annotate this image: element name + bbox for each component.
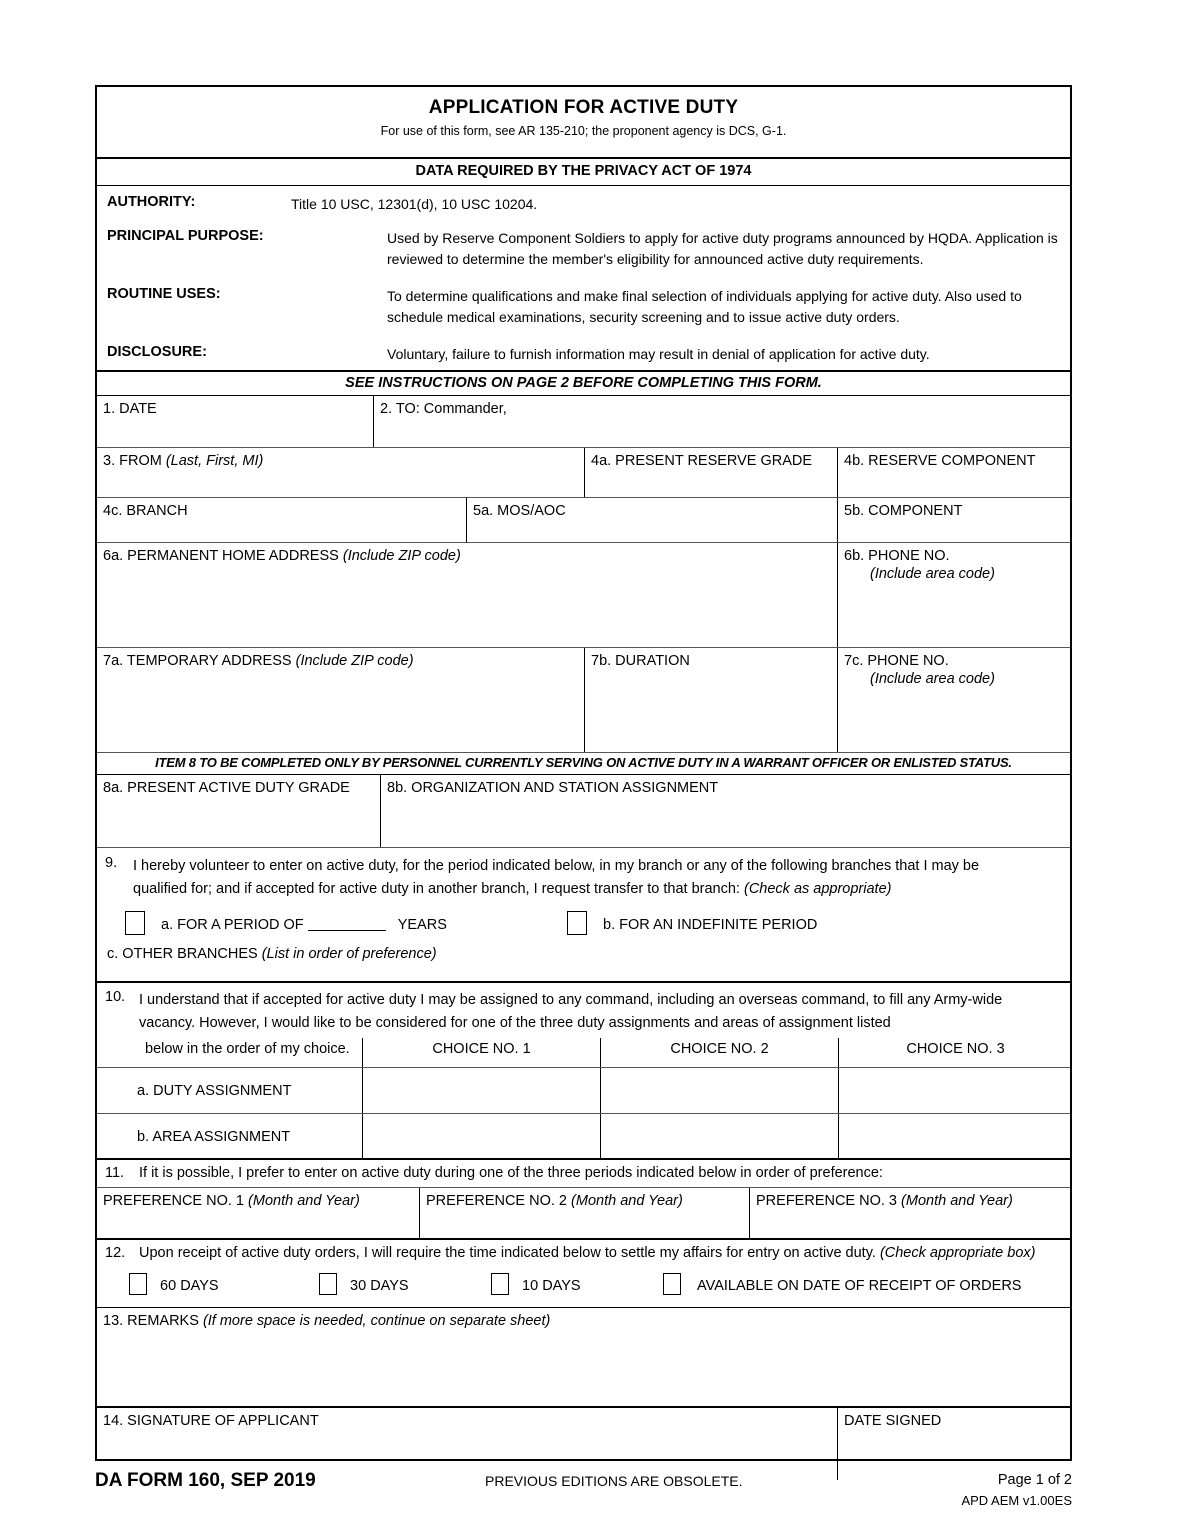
preference-2-cell[interactable] <box>420 1188 749 1238</box>
item-10a-duty-assignment-row <box>97 1068 1070 1114</box>
field-6b-phone-no[interactable] <box>838 543 1072 647</box>
footer-form-id: DA FORM 160, SEP 2019 <box>95 1470 316 1491</box>
checkbox-12-60-days[interactable] <box>129 1273 147 1295</box>
field-7c-label: 7c. PHONE NO. <box>844 653 949 669</box>
field-8a-label: 8a. PRESENT ACTIVE DUTY GRADE <box>103 780 350 796</box>
form-footer <box>95 1470 1072 1520</box>
row-active-duty-grade-org <box>97 775 1070 848</box>
item-9a-label-pre: a. FOR A PERIOD OF <box>161 917 304 933</box>
item-12-number: 12. <box>105 1245 126 1261</box>
checkbox-12-30-days[interactable] <box>319 1273 337 1295</box>
privacy-purpose-row <box>97 228 1070 274</box>
field-7a-temporary-address[interactable] <box>97 648 584 752</box>
field-4b-reserve-component[interactable] <box>838 448 1072 497</box>
field-5a-label: 5a. MOS/AOC <box>473 503 566 519</box>
field-6a-permanent-home-address[interactable] <box>97 543 837 647</box>
item-14-label: 14. SIGNATURE OF APPLICANT <box>103 1413 319 1429</box>
item-10a-choice-3-input[interactable] <box>839 1068 1072 1113</box>
footer-apd-version: APD AEM v1.00ES <box>961 1493 1072 1508</box>
field-7a-hint: (Include ZIP code) <box>295 653 414 669</box>
item-10a-choice-2-input[interactable] <box>601 1068 838 1113</box>
field-2-to-label: 2. TO: Commander, <box>380 401 507 417</box>
privacy-routine-label: ROUTINE USES: <box>107 286 221 302</box>
item-12-option-60-days: 60 DAYS <box>160 1278 219 1294</box>
item-10b-choice-2-input[interactable] <box>601 1114 838 1158</box>
item-14-date-signed-label: DATE SIGNED <box>844 1413 942 1429</box>
checkbox-12-10-days[interactable] <box>491 1273 509 1295</box>
field-7c-hint: (Include area code) <box>870 671 995 687</box>
item8-banner-label: ITEM 8 TO BE COMPLETED ONLY BY PERSONNEL CURRENTLY SERVING ON ACTIVE DUTY IN A WARRANT OFFICER OR ENLISTED STATUS. <box>155 755 1012 770</box>
item-9-block <box>97 848 1070 983</box>
field-8a-present-active-duty-grade[interactable] <box>97 775 380 847</box>
item-11-intro <box>97 1160 1070 1188</box>
field-4c-branch[interactable] <box>97 498 466 542</box>
item-12-option-30-days: 30 DAYS <box>350 1278 409 1294</box>
item-9c-label: c. OTHER BRANCHES <box>107 946 258 962</box>
privacy-act-banner-label: DATA REQUIRED BY THE PRIVACY ACT OF 1974 <box>415 163 752 179</box>
item-9-number: 9. <box>105 855 118 871</box>
instructions-banner-label: SEE INSTRUCTIONS ON PAGE 2 BEFORE COMPLETING THIS FORM. <box>345 375 822 391</box>
form-header <box>97 87 1070 159</box>
item-10-choice-header <box>97 1038 1070 1068</box>
item-12-hint: (Check appropriate box) <box>879 1245 1036 1261</box>
row-permanent-address <box>97 543 1070 648</box>
field-7b-label: 7b. DURATION <box>591 653 690 669</box>
preference-2-label: PREFERENCE NO. 2 <box>426 1193 567 1209</box>
field-3-from-label: 3. FROM <box>103 453 162 469</box>
field-6b-label: 6b. PHONE NO. <box>844 548 950 564</box>
item-10-intro <box>97 983 1070 1038</box>
field-6a-label: 6a. PERMANENT HOME ADDRESS <box>103 548 339 564</box>
item-13-remarks[interactable] <box>97 1308 1070 1408</box>
field-3-from-hint: (Last, First, MI) <box>165 453 264 469</box>
item-10b-label-cell: b. AREA ASSIGNMENT <box>137 1129 291 1145</box>
item-10b-choice-3-input[interactable] <box>839 1114 1072 1158</box>
instructions-banner <box>97 372 1070 396</box>
row-from-grade-component <box>97 448 1070 498</box>
item-12-option-available: AVAILABLE ON DATE OF RECEIPT OF ORDERS <box>697 1278 1022 1294</box>
field-1-date-label: 1. DATE <box>103 401 157 417</box>
item-10a-label-cell: a. DUTY ASSIGNMENT <box>137 1083 292 1099</box>
row-date-to <box>97 396 1070 448</box>
item-11-text: If it is possible, I prefer to enter on active duty during one of the three periods indicated below in order of preference: <box>139 1165 883 1181</box>
field-4a-label: 4a. PRESENT RESERVE GRADE <box>591 453 813 469</box>
item-10-line1: I understand that if accepted for active duty I may be assigned to any command, including an overseas command, to fill any Army-wide <box>139 992 1003 1008</box>
field-5b-component[interactable] <box>838 498 1072 542</box>
row-branch-mos-component <box>97 498 1070 543</box>
privacy-routine-text: To determine qualifications and make final selection of individuals applying for active duty. Also used to schedule medical examinations, security screening and to issue active duty orders. <box>387 288 1022 325</box>
checkbox-12-available-on-receipt[interactable] <box>663 1273 681 1295</box>
preference-1-label: PREFERENCE NO. 1 <box>103 1193 244 1209</box>
preference-2-hint: (Month and Year) <box>571 1193 683 1209</box>
field-7c-phone-no[interactable] <box>838 648 1072 752</box>
form-body <box>95 85 1072 1461</box>
field-7a-label: 7a. TEMPORARY ADDRESS <box>103 653 292 669</box>
field-7b-duration[interactable] <box>585 648 837 752</box>
field-6b-hint: (Include area code) <box>870 566 995 582</box>
item-10-number: 10. <box>105 989 126 1005</box>
privacy-purpose-label: PRINCIPAL PURPOSE: <box>107 228 264 244</box>
privacy-disclosure-text: Voluntary, failure to furnish information may result in denial of application for active duty. <box>387 346 930 362</box>
field-5a-mos-aoc[interactable] <box>467 498 837 542</box>
item-11-preferences-row <box>97 1188 1070 1240</box>
item-9b-label: b. FOR AN INDEFINITE PERIOD <box>603 917 818 933</box>
item-9-line2: qualified for; and if accepted for active duty in another branch, I request transfer to that branch: <box>133 881 740 897</box>
choice-col-1-header: CHOICE NO. 1 <box>432 1041 531 1057</box>
footer-page-number: Page 1 of 2 <box>997 1472 1072 1488</box>
privacy-purpose-text: Used by Reserve Component Soldiers to apply for active duty programs announced by HQDA. Application is reviewed to determine the member's eligibility for announced active duty requirements. <box>387 230 1058 267</box>
preference-3-hint: (Month and Year) <box>901 1193 1013 1209</box>
privacy-authority-row <box>97 194 1070 216</box>
preference-1-cell[interactable] <box>97 1188 419 1238</box>
item-10b-area-assignment-row <box>97 1114 1070 1160</box>
field-6a-hint: (Include ZIP code) <box>342 548 461 564</box>
privacy-act-block <box>97 186 1070 372</box>
privacy-routine-row <box>97 286 1070 332</box>
field-3-from[interactable] <box>97 448 584 497</box>
item-13-label: 13. REMARKS <box>103 1313 199 1329</box>
item-10-line3: below in the order of my choice. <box>145 1041 350 1057</box>
item-12-text: Upon receipt of active duty orders, I will require the time indicated below to settle my affairs for entry on active duty. <box>139 1245 876 1261</box>
row-temporary-address <box>97 648 1070 753</box>
footer-obsolete-notice: PREVIOUS EDITIONS ARE OBSOLETE. <box>485 1473 743 1489</box>
field-4a-present-reserve-grade[interactable] <box>585 448 837 497</box>
preference-3-cell[interactable] <box>750 1188 1072 1238</box>
page-title: APPLICATION FOR ACTIVE DUTY <box>428 97 739 118</box>
item-9-line2-hint: (Check as appropriate) <box>743 881 892 897</box>
privacy-disclosure-row <box>97 344 1070 366</box>
field-8b-label: 8b. ORGANIZATION AND STATION ASSIGNMENT <box>387 780 719 796</box>
privacy-authority-label: AUTHORITY: <box>107 194 196 210</box>
item-9-line1: I hereby volunteer to enter on active duty, for the period indicated below, in my branch or any of the following branches that I may be <box>133 858 980 874</box>
field-4c-label: 4c. BRANCH <box>103 503 188 519</box>
item-13-hint: (If more space is needed, continue on separate sheet) <box>202 1313 551 1329</box>
item-10-line2: vacancy. However, I would like to be considered for one of the three duty assignments and areas of assignment listed <box>139 1015 891 1031</box>
item-13-remarks-cell[interactable] <box>97 1308 1072 1406</box>
field-2-to[interactable] <box>374 396 1072 447</box>
privacy-act-banner <box>97 159 1070 186</box>
checkbox-9a-period-of-years[interactable] <box>125 911 145 935</box>
item-9a-years-input[interactable] <box>308 917 386 931</box>
preference-3-label: PREFERENCE NO. 3 <box>756 1193 897 1209</box>
form-reference-text: For use of this form, see AR 135-210; the proponent agency is DCS, G-1. <box>380 124 787 138</box>
item-10a-choice-1-input[interactable] <box>363 1068 600 1113</box>
item-10b-choice-1-input[interactable] <box>363 1114 600 1158</box>
privacy-disclosure-label: DISCLOSURE: <box>107 344 207 360</box>
field-4b-label: 4b. RESERVE COMPONENT <box>844 453 1036 469</box>
item-9a-label-post: YEARS <box>397 917 447 933</box>
checkbox-9b-indefinite-period[interactable] <box>567 911 587 935</box>
item-12-option-10-days: 10 DAYS <box>522 1278 581 1294</box>
field-1-date[interactable] <box>97 396 373 447</box>
item-11-number: 11. <box>105 1165 125 1181</box>
item-12-block <box>97 1240 1070 1308</box>
field-5b-label: 5b. COMPONENT <box>844 503 963 519</box>
choice-col-3-header: CHOICE NO. 3 <box>906 1041 1005 1057</box>
field-8b-organization-station-assignment[interactable] <box>381 775 1072 847</box>
item8-banner <box>97 753 1070 775</box>
privacy-authority-text: Title 10 USC, 12301(d), 10 USC 10204. <box>291 196 538 212</box>
preference-1-hint: (Month and Year) <box>248 1193 360 1209</box>
choice-col-2-header: CHOICE NO. 2 <box>670 1041 769 1057</box>
item-9c-hint: (List in order of preference) <box>261 946 437 962</box>
